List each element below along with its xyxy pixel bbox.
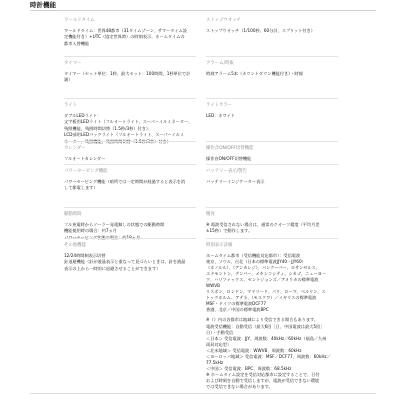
section-divider <box>206 141 338 142</box>
right-section-1 <box>206 61 338 77</box>
section-text-line: では受信できない場合があります。 <box>206 384 273 390</box>
section-text-line: 電波受信機能：自動受信（最大6回［日、中国電波は最大5回］ <box>206 323 325 329</box>
section-label: ライトカラー <box>206 103 233 108</box>
section-label: その他機能 <box>64 243 86 248</box>
section-text-line: ク、ハリファックス、セントジョンズ／アメリカの標準電波 <box>206 276 319 282</box>
left-section-3 <box>64 146 196 162</box>
section-label: パワーセービング機能 <box>64 169 108 174</box>
section-text-line: （ホノルル）、（アンカレジ）、バンクーバー、ロサンゼルス、 <box>206 264 320 270</box>
bottom-divider <box>30 393 376 394</box>
section-text-line: ※ 電波受信されない場合は、通常のクオーツ精度（平均月差 <box>206 221 320 227</box>
section-text-line: 両局対応型） <box>206 341 232 347</box>
section-text-line: エドモントン、デンバー、メキシコシティ、シカゴ、ニューヨー <box>206 270 327 276</box>
section-text-line: ※（）内の各都市は地域により受信できる場合もあります。 <box>206 317 319 323</box>
section-divider <box>206 207 338 208</box>
section-label: ワールドタイム <box>64 18 95 23</box>
section-text-line: 定機能付き）+UTC（協定世界時）の時刻表示、ホームタイムの <box>64 34 185 39</box>
section-text-line: 香港、北京／中国の標準電波BPC <box>206 307 269 313</box>
section-text-line: リスボン、ロンドン、マドリード、パリ、ローマ、ベルリン、ス <box>206 289 326 295</box>
section-text-line: WWVB <box>206 282 221 288</box>
section-text-line: 測） <box>64 77 73 82</box>
section-text-line: フルオートカレンダー <box>64 155 106 161</box>
section-label: 精度 <box>206 212 215 217</box>
section-text-line: 文字板用LEDライト（フルオートライト、スーパーイルミネーター、 <box>64 119 193 124</box>
section-label: 操作音ON/OFF切替機能 <box>206 146 254 151</box>
section-label: タイマー <box>64 61 82 66</box>
left-section-2 <box>64 103 196 145</box>
section-divider <box>64 164 196 165</box>
section-label: バッテリー表示/警告 <box>206 169 247 174</box>
section-divider <box>64 207 196 208</box>
section-text-line: 表示の上から一時的に退避させることができます） <box>64 265 161 271</box>
section-divider <box>64 141 196 142</box>
section-label: ライト <box>64 103 78 108</box>
section-text-line: 操作音ON/OFF切替機能 <box>206 155 252 161</box>
title-divider <box>30 10 376 11</box>
right-section-5 <box>206 212 338 235</box>
section-text-line: ＜中国＞ 受信電波：BPC、周波数：68.5kHz <box>206 366 292 372</box>
section-text-line: ＜日本＞ 受信電波：JJY、周波数：40kHz／60kHz（福島／九州 <box>206 335 327 341</box>
section-text-line: 12/24時間制表示切替 <box>64 252 106 258</box>
left-section-1 <box>64 61 196 84</box>
right-section-6 <box>206 243 338 391</box>
section-divider <box>206 98 338 99</box>
right-section-3 <box>206 146 338 162</box>
left-section-0 <box>64 18 196 47</box>
section-divider <box>206 238 338 239</box>
section-text-line: して節電します） <box>64 185 98 190</box>
section-text-line: パワーセービング機能（暗所では一定時間が経過すると表示を消 <box>64 178 186 184</box>
section-divider <box>206 56 338 57</box>
section-text-line: および時刻を自動で受信しますが、電波が受信できない環境 <box>206 378 320 384</box>
section-divider <box>64 238 196 239</box>
section-text-line: 残照機能、残照時間切替（1.5秒/3秒）付き）、 <box>64 125 153 131</box>
section-text-line: タイマー（セット単位：1秒、最大セット：100時間、1秒単位で計 <box>64 70 191 76</box>
section-text-line: ネーター、残照機能、残照時間切替（1.5秒/3秒）付き） <box>64 138 171 144</box>
section-text-line: ホームタイム都市（受信機能対応都市）：受信電波 <box>206 252 301 258</box>
section-divider <box>64 98 196 99</box>
section-text-line: ワールドタイム：世界48都市（31タイムゾーン、サマータイム設 <box>64 27 187 33</box>
section-text-line: MSF・ドイツの標準電波DCF77 <box>206 301 267 307</box>
section-text-line: 77.5kHz <box>206 360 224 366</box>
section-text-line: ＜北米地域＞ 受信電波：WWVB、周波数：60kHz <box>206 347 302 353</box>
section-text-line: ※ ホームタイム設定を受信対応都市に設定することで、日付 <box>206 372 320 378</box>
section-text-line: 日）・手動受信 <box>206 329 234 335</box>
section-divider <box>206 164 338 165</box>
section-text-line: ストップウオッチ（1/100秒、60分計、スプリット付き） <box>206 27 315 33</box>
page-title: 時計機能 <box>30 1 56 9</box>
left-section-4 <box>64 169 196 192</box>
section-text-line: バッテリーインジケーター表示 <box>206 178 265 184</box>
section-text-line: トックホルム、アテネ、（モスクワ）／イギリスの標準電波 <box>206 295 317 301</box>
section-text-line: 東京、ソウル、台北（日本の標準電波JJY40・JJY60） <box>206 258 306 264</box>
right-section-4 <box>206 169 338 185</box>
section-divider <box>64 56 196 57</box>
section-text-line: ±15秒）で動作します。 <box>206 228 253 233</box>
section-text-line: LCD部用LEDバックライト（フルオートライト、スーパーイルミ <box>64 132 185 137</box>
section-text-line: 機能使用時の場合：約7ヵ月 <box>64 228 117 233</box>
section-text-line: ＜ヨーロッパ地域＞ 受信電波：MSF／DCF77、周波数：60kHz／ <box>206 354 331 359</box>
section-label: ストップウオッチ <box>206 18 241 23</box>
section-text-line: 針退避機能（針が液晶表示と重なって見づらいときは、針を液晶 <box>64 259 186 264</box>
section-text-line: パワーセービング状態の場合：約18ヵ月 <box>64 234 141 240</box>
section-text-line: 都市入替機能 <box>64 40 90 46</box>
section-text-line: 時刻アラーム5本（カウントダウン機能付き）・時報 <box>206 70 303 76</box>
section-label: アラーム/時報 <box>206 61 234 66</box>
left-section-6 <box>64 243 196 272</box>
section-text-line: LED：ホワイト <box>206 112 236 118</box>
section-label: 駆動時間 <box>64 212 82 217</box>
section-text-line: ダブルLEDライト： <box>64 112 102 118</box>
section-label: カレンダー <box>64 146 86 151</box>
right-section-0 <box>206 18 338 34</box>
section-label: 時刻表示詳細 <box>206 243 233 248</box>
left-section-5 <box>64 212 196 241</box>
section-text-line: フル充電時からソーラー発電無しの状態での駆動時間 <box>64 221 165 227</box>
right-section-2 <box>206 103 338 119</box>
